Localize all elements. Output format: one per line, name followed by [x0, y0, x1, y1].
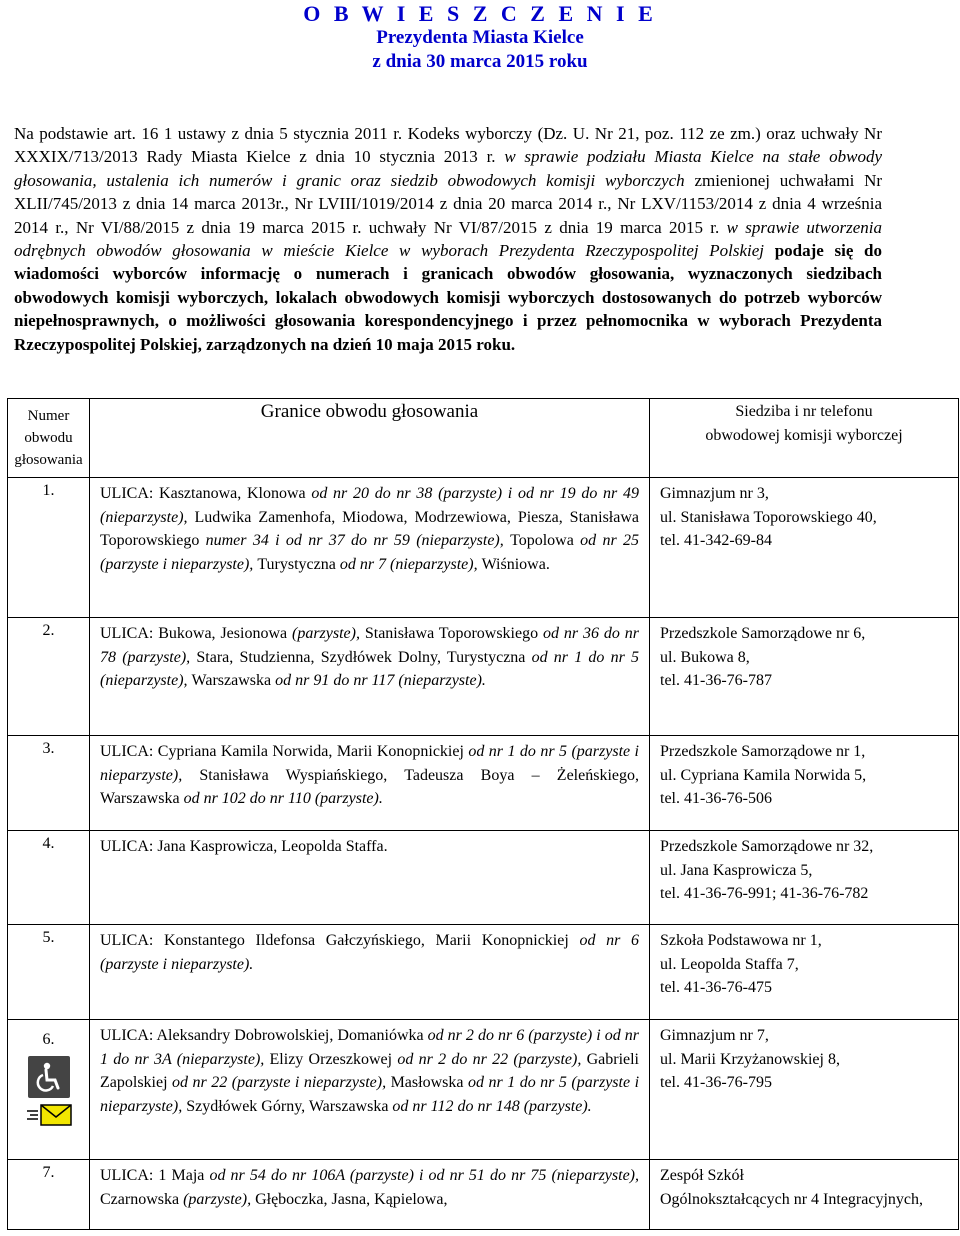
- envelope-icon: [25, 1102, 73, 1128]
- street-names: Stara, Studzienna, Szydłówek Dolny, Turystyczna: [196, 648, 532, 666]
- seat-name: Przedszkole Samorządowe nr 1,: [660, 743, 866, 760]
- district-number: 3.: [42, 740, 55, 757]
- street-names: Głęboczka, Jasna, Kąpielowa,: [255, 1190, 448, 1208]
- commission-seat-cell: [650, 478, 959, 618]
- seat-phone: tel. 41-36-76-787: [660, 672, 772, 689]
- street-names: Turystyczna: [257, 555, 340, 573]
- seat-name: Gimnazjum nr 7,: [660, 1027, 769, 1044]
- district-number: 6.: [42, 1031, 55, 1048]
- street-label: ULICA:: [100, 485, 160, 502]
- announcement-header: [0, 0, 960, 74]
- address-range: od nr 22 (parzyste i nieparzyste),: [172, 1074, 391, 1091]
- address-range: od nr 91 do nr 117 (nieparzyste).: [275, 672, 486, 689]
- seat-address: ul. Stanisława Toporowskiego 40,: [660, 508, 877, 526]
- district-boundaries-cell: [90, 618, 650, 736]
- street-label: ULICA:: [100, 1027, 157, 1044]
- accessibility-icons: [9, 1056, 88, 1128]
- district-boundaries-cell: [90, 736, 650, 831]
- intro-separate-districts: w sprawie utworzenia odrębnych obwodów głosowania w mieście Kielce w wyborach Prezydenta Rzeczypospolitej Polskiej: [14, 217, 882, 261]
- address-range: od nr 20 do nr 38 (parzyste) i od nr 19 do nr 49 (nieparzyste),: [100, 485, 639, 526]
- address-range: od nr 1 do nr 5 (nieparzyste),: [100, 648, 640, 689]
- street-names: Stanisława Toporowskiego: [364, 625, 543, 642]
- street-label: ULICA:: [100, 1167, 159, 1184]
- commission-seat-cell: [650, 831, 959, 925]
- seat-phone: tel. 41-36-76-506: [660, 790, 772, 807]
- street-names: Konstantego Ildefonsa Gałczyńskiego, Marii Konopnickiej: [164, 932, 580, 949]
- street-names: Elizy Orzeszkowej: [269, 1050, 398, 1068]
- district-boundaries-cell: [90, 1020, 650, 1160]
- address-range: od nr 112 do nr 148 (parzyste).: [392, 1097, 592, 1115]
- street-names: Kasztanowa, Klonowa: [159, 485, 312, 502]
- commission-seat-cell: [650, 925, 959, 1020]
- street-label: ULICA:: [100, 838, 158, 855]
- intro-legal-basis: Na podstawie art. 16 1 ustawy z dnia 5 stycznia 2011 r. Kodeks wyborczy (Dz. U. Nr 21, poz. 112 ze zm.) oraz uchwały Nr XXXIX/713/2013 Rady Miasta Kielce z dnia 10 stycznia 2013 r.: [14, 124, 882, 167]
- address-range: numer 34 i od nr 37 do nr 59 (nieparzyste),: [205, 532, 511, 549]
- wheelchair-icon: [28, 1056, 70, 1098]
- address-range: od nr 102 do nr 110 (parzyste).: [183, 790, 383, 807]
- table-row: [8, 736, 959, 831]
- seat-phone: tel. 41-36-76-991; 41-36-76-782: [660, 885, 869, 902]
- seat-name: Przedszkole Samorządowe nr 6,: [660, 625, 866, 642]
- seat-phone: tel. 41-36-76-475: [660, 979, 772, 996]
- table-row: [8, 478, 959, 618]
- table-row: [8, 1160, 959, 1230]
- address-range: od nr 6 (parzyste i nieparzyste).: [100, 932, 640, 973]
- street-names: Masłowska: [390, 1074, 468, 1091]
- seat-name: Gimnazjum nr 3,: [660, 485, 769, 502]
- address-range: od nr 36 do nr 78 (parzyste),: [100, 625, 639, 666]
- seat-name: Szkoła Podstawowa nr 1,: [660, 932, 822, 949]
- street-names: Jana Kasprowicza, Leopolda Staffa.: [157, 838, 388, 855]
- street-names: Ludwika Zamenhofa, Miodowa, Modrzewiowa, Piesza, Stanisława Toporowskiego: [100, 508, 639, 549]
- street-names: Aleksandry Dobrowolskiej, Domaniówka: [156, 1027, 428, 1044]
- address-range: od nr 2 do nr 6 (parzyste) i od nr 1 do nr 3A (nieparzyste),: [100, 1027, 640, 1068]
- district-number-cell: [8, 618, 90, 736]
- address-range: od nr 1 do nr 5 (parzyste i nieparzyste),: [100, 743, 640, 784]
- seat-address: ul. Jana Kasprowicza 5,: [660, 861, 813, 879]
- column-header-boundaries: Granice obwodu głosowania: [90, 399, 650, 478]
- commission-seat-cell: [650, 1020, 959, 1160]
- address-range: od nr 25 (parzyste i nieparzyste),: [100, 532, 639, 573]
- district-boundaries-cell: [90, 478, 650, 618]
- street-names: Czarnowska: [100, 1190, 184, 1208]
- district-number-cell: [8, 1160, 90, 1230]
- column-header-seat-line1: Siedziba i nr telefonu: [735, 403, 873, 420]
- street-label: ULICA:: [100, 743, 158, 760]
- column-header-number: Numer obwodu głosowania: [8, 399, 90, 478]
- street-names: Stanisława Wyspiańskiego, Tadeusza Boya – Żeleńskiego, Warszawska: [100, 766, 640, 807]
- district-number-cell: [8, 736, 90, 831]
- seat-address: ul. Bukowa 8,: [660, 648, 750, 666]
- column-header-seat-line2: obwodowej komisji wyborczej: [705, 427, 903, 444]
- commission-seat-cell: [650, 736, 959, 831]
- address-range: od nr 2 do nr 22 (parzyste),: [397, 1050, 587, 1068]
- intro-resolution-subject: w sprawie podziału Miasta Kielce na stałe obwody głosowania, ustalenia ich numerów i granic oraz siedzib obwodowych komisji wyborczych: [14, 147, 882, 190]
- table-row: [8, 831, 959, 925]
- district-number-cell: [8, 831, 90, 925]
- street-label: ULICA:: [100, 625, 159, 642]
- commission-seat-cell: [650, 618, 959, 736]
- seat-address: Ogólnokształcących nr 4 Integracyjnych,: [660, 1190, 924, 1208]
- table-row: [8, 618, 959, 736]
- table-row: [8, 925, 959, 1020]
- district-number: 1.: [42, 482, 55, 499]
- street-names: Szydłówek Górny, Warszawska: [186, 1097, 393, 1115]
- street-names: Cypriana Kamila Norwida, Marii Konopnickiej: [157, 743, 469, 760]
- seat-name: Przedszkole Samorządowe nr 32,: [660, 838, 874, 855]
- street-names: Wiśniowa.: [481, 555, 550, 573]
- intro-announcement: podaje się do wiadomości wyborców informację o numerach i granicach obwodów głosowania, wyznaczonych siedzibach obwodowych komisji wyborczych, lokalach obwodowych komisji wyborczych dostosowanych do potrzeb wyborców niepełnosprawnych, o możliwości głosowania korespondencyjnego i przez pełnomocnika w wyborach Prezydenta Rzeczypospolitej Polskiej, zarządzonych na dzień 10 maja 2015 roku.: [14, 241, 882, 354]
- district-number: 2.: [42, 622, 55, 639]
- district-number: 7.: [42, 1164, 55, 1181]
- street-names: Topolowa: [510, 532, 581, 549]
- districts-table: [7, 398, 959, 1230]
- street-names: Bukowa, Jesionowa: [158, 625, 292, 642]
- column-header-seat: [650, 399, 959, 478]
- address-range: od nr 7 (nieparzyste),: [339, 555, 482, 573]
- street-names: Warszawska: [191, 672, 276, 689]
- address-range: od nr 1 do nr 5 (parzyste i nieparzyste),: [100, 1074, 640, 1115]
- address-range: (parzyste),: [291, 625, 365, 642]
- table-header-row: [8, 399, 959, 478]
- announcement-date: z dnia 30 marca 2015 roku: [372, 51, 588, 72]
- address-range: (parzyste),: [183, 1190, 256, 1208]
- seat-address: ul. Leopolda Staffa 7,: [660, 955, 799, 973]
- district-number-cell: [8, 478, 90, 618]
- district-boundaries-cell: [90, 831, 650, 925]
- announcement-subtitle: Prezydenta Miasta Kielce: [376, 27, 584, 48]
- commission-seat-cell: [650, 1160, 959, 1230]
- seat-name: Zespół Szkół: [660, 1167, 744, 1184]
- street-names: Gabrieli Zapolskiej: [100, 1050, 639, 1091]
- address-range: od nr 54 do nr 106A (parzyste) i od nr 51 do nr 75 (nieparzyste),: [209, 1167, 640, 1184]
- district-boundaries-cell: [90, 925, 650, 1020]
- district-number-cell: [8, 1020, 90, 1160]
- announcement-title: O B W I E S Z C Z E N I E: [303, 1, 657, 26]
- district-number: 5.: [42, 929, 55, 946]
- seat-address: ul. Marii Krzyżanowskiej 8,: [660, 1050, 840, 1068]
- street-label: ULICA:: [100, 932, 164, 949]
- intro-amendments: zmienionej uchwałami Nr XLII/745/2013 z dnia 14 marca 2013r., Nr LVIII/1019/2014 z dnia 20 marca 2014 r., Nr LXV/1153/2014 z dnia 4 września 2014 r., Nr VI/88/2015 z dnia 19 marca 2015 r. uchwały Nr VI/87/2015 z dnia 19 marca 2015 r.: [14, 170, 883, 237]
- intro-paragraph: [14, 122, 882, 356]
- street-names: 1 Maja: [158, 1167, 210, 1184]
- seat-address: ul. Cypriana Kamila Norwida 5,: [660, 766, 867, 784]
- district-number: 4.: [42, 835, 55, 852]
- district-number-cell: [8, 925, 90, 1020]
- seat-phone: tel. 41-36-76-795: [660, 1074, 772, 1091]
- seat-phone: tel. 41-342-69-84: [660, 532, 772, 549]
- table-row: [8, 1020, 959, 1160]
- district-boundaries-cell: [90, 1160, 650, 1230]
